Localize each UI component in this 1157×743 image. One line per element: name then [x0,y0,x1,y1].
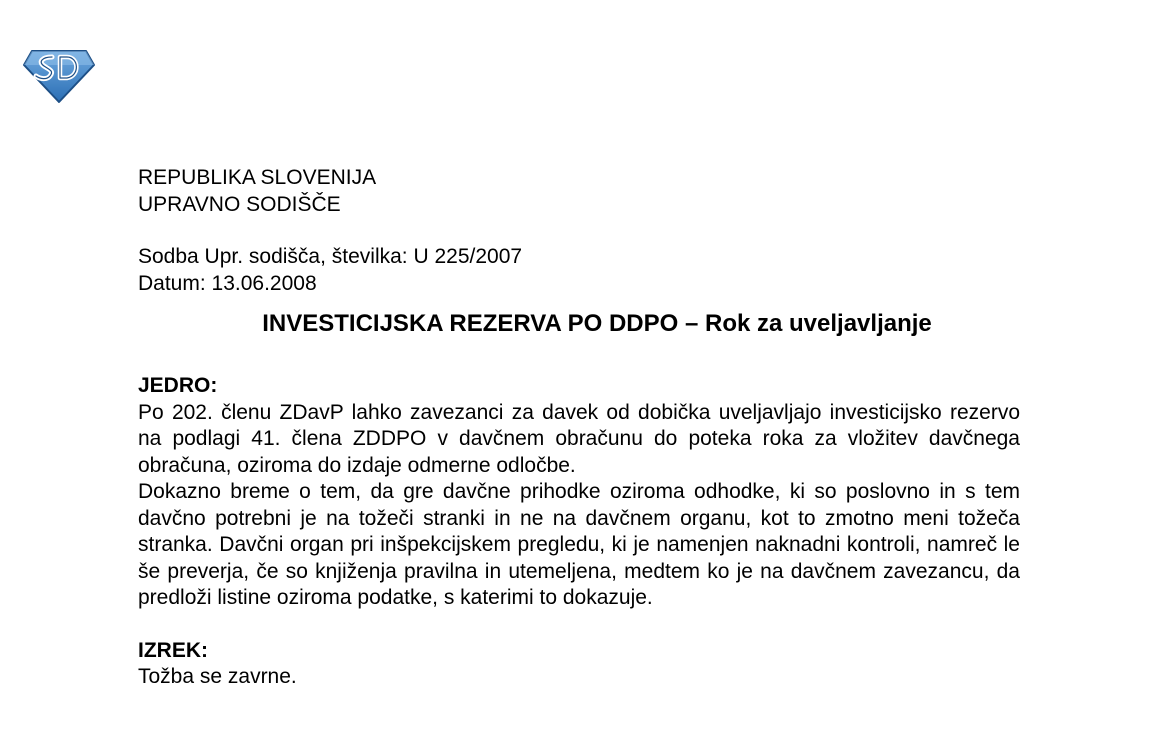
document-body [138,165,1020,691]
jedro-paragraph-2: Dokazno breme o tem, da gre davčne prihodke oziroma odhodke, ki so poslovno in s tem davčno potrebni je na tožeči stranki in ne na davčnem organu, kot to zmotno meni tožeča stranka. Davčni organ pri inšpekcijskem pregledu, ki je namenjen naknadni kontroli, namreč le še preverja, če so knjiženja pravilna in utemeljena, medtem ko je na davčnem zavezancu, da predloži listine oziroma podatke, s katerimi to dokazuje. [138,480,1020,609]
document-title: INVESTICIJSKA REZERVA PO DDPO – Rok za uveljavljanje [262,310,932,337]
izrek-heading: IZREK: [138,638,208,662]
shield-logo-icon [22,48,96,104]
court-heading: UPRAVNO SODIŠČE [138,192,341,216]
ruling-number: Sodba Upr. sodišča, številka: U 225/2007 [138,245,523,268]
sd-logo [22,48,96,104]
ruling-date: Datum: 13.06.2008 [138,271,317,295]
izrek-text: Tožba se zavrne. [138,665,297,688]
jedro-heading: JEDRO: [138,374,218,397]
jedro-paragraph-1: Po 202. členu ZDavP lahko zavezanci za davek od dobička uveljavljajo investicijsko rezervo na podlagi 41. člena ZDDPO v davčnem obračunu do poteka roka za vložitev davčnega obračuna, oziroma do izdaje odmerne odločbe. [138,400,1020,477]
republic-heading: REPUBLIKA SLOVENIJA [138,166,377,189]
